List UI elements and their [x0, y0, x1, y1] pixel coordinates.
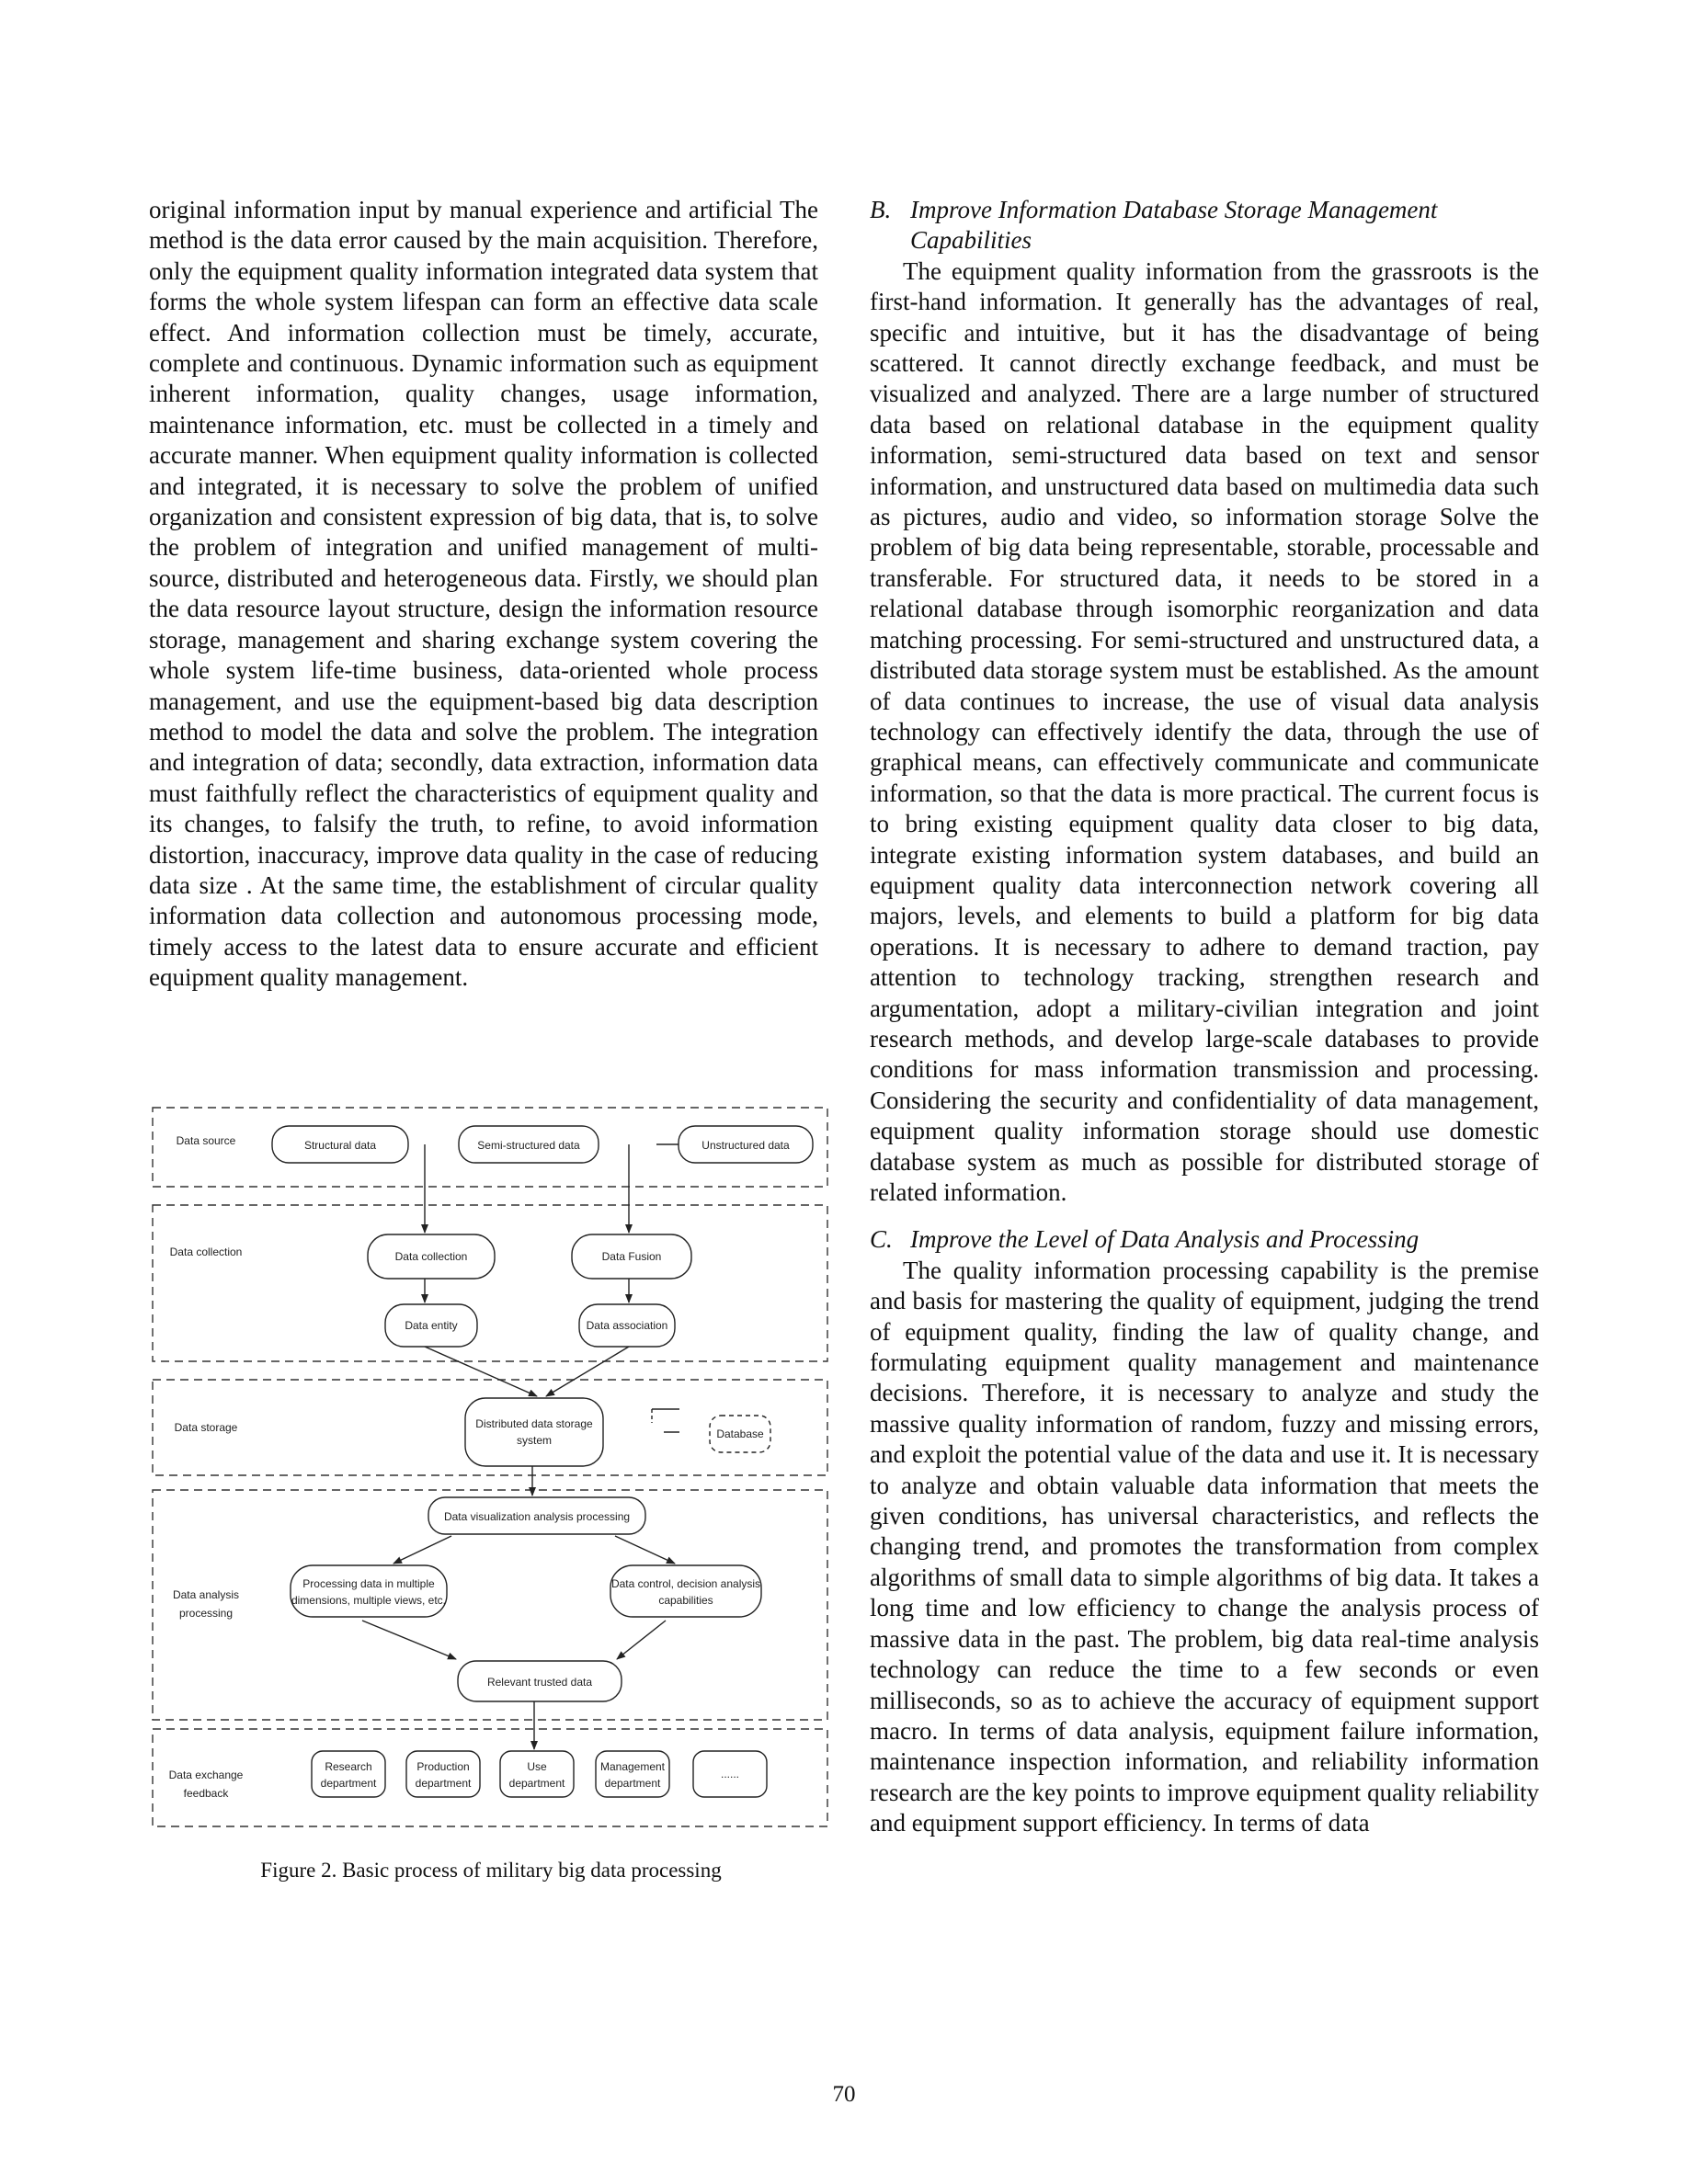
- node-management-department: [596, 1751, 669, 1797]
- right-column: [870, 195, 1539, 1839]
- body-paragraph: original information input by manual experience and artificial The method is the data error caused by the main acquisition. Therefore, only the equipment quality information integrated data system that forms the whole system lifespan can form an effective data scale effect. And information collection must be timely, accurate, complete and continuous. Dynamic information such as equipment inherent information, quality changes, usage information, maintenance information, etc. must be collected in a timely and accurate manner. When equipment quality information is collected and integrated, it is necessary to solve the problem of unified organization and consistent expression of big data, that is, to solve the problem of integration and unified management of multi-source, distributed and heterogeneous data. Firstly, we should plan the data resource layout structure, design the information resource storage, management and sharing exchange system covering the whole system life-time business, data-oriented whole process management, and use the equipment-based big data description method to model the data and solve the problem. The integration and integration of data; secondly, data extraction, information data must faithfully reflect the characteristics of equipment quality and its changes, to falsify the truth, to refine, to avoid information distortion, inaccuracy, improve data quality in the case of reducing data size . At the same time, the establishment of circular quality information data collection and autonomous processing mode, timely access to the latest data to ensure accurate and efficient equipment quality management.: [149, 196, 818, 992]
- layer-label-source: Data source: [176, 1134, 236, 1147]
- node-research-label-2: department: [320, 1777, 377, 1790]
- section-letter-c: C.: [870, 1225, 893, 1254]
- node-data-control-label-2: capabilities: [658, 1594, 713, 1607]
- layer-band-collection: [153, 1205, 827, 1361]
- section-title-c: Improve the Level of Data Analysis and Processing: [910, 1225, 1420, 1254]
- layer-label-collection: Data collection: [169, 1246, 243, 1258]
- node-multi-dimension-label: Processing data in multiple: [302, 1577, 435, 1590]
- node-data-association-label: Data association: [586, 1319, 668, 1332]
- section-title-b: Improve Information Database Storage Management Capabilities: [910, 196, 1438, 255]
- node-distributed-storage-label: Distributed data storage: [475, 1417, 593, 1430]
- layer-label-analysis-2: processing: [178, 1607, 234, 1620]
- node-relevant-trusted-data-label: Relevant trusted data: [486, 1676, 593, 1689]
- left-column: [149, 195, 818, 994]
- node-database-label: Database: [716, 1428, 764, 1440]
- node-research-department: [312, 1751, 385, 1797]
- node-data-collection-label: Data collection: [394, 1250, 468, 1263]
- section-letter-b: B.: [870, 196, 892, 223]
- node-data-visualization-label: Data visualization analysis processing: [443, 1510, 631, 1523]
- page-number: 70: [832, 2082, 856, 2107]
- process-diagram: [151, 1106, 831, 1850]
- node-unstructured-data-label: Unstructured data: [701, 1139, 790, 1152]
- layer-label-storage: Data storage: [174, 1421, 238, 1434]
- section-heading-c: [870, 1224, 1539, 1255]
- node-research-label: Research: [325, 1760, 372, 1773]
- node-management-label: Management: [599, 1760, 666, 1773]
- figure-caption: Figure 2. Basic process of military big data processing: [260, 1859, 722, 1882]
- node-distributed-storage-label-2: system: [516, 1434, 553, 1447]
- section-heading-b: [870, 195, 1539, 256]
- layer-label-analysis: Data analysis: [172, 1588, 240, 1601]
- node-production-label: Production: [416, 1760, 470, 1773]
- node-data-control-label: Data control, decision analysis: [610, 1577, 761, 1590]
- node-structural-data-label: Structural data: [303, 1139, 377, 1152]
- node-production-label-2: department: [415, 1777, 472, 1790]
- section-c-paragraph: The quality information processing capability is the premise and basis for mastering the quality of equipment, judging the trend of equipment quality, finding the law of quality change, and formulating equipment quality management and maintenance decisions. Therefore, it is necessary to analyze and study the massive quality information of random, fuzzy and missing errors, and exploit the potential value of the data and use it. It is necessary to analyze and obtain valuable data information that meets the given conditions, has universal characteristics, and reflects the changing trend, and promotes the transformation from complex algorithms of small data to simple algorithms of big data. It takes a long time and low efficiency to change the analysis process of massive data in the past. The problem, big data real-time analysis technology can reduce the time to a few seconds or even milliseconds, so as to achieve the accuracy of equipment support macro. In terms of data analysis, equipment failure information, maintenance inspection information, and reliability information research are the key points to improve equipment quality reliability and equipment support efficiency. In terms of data: [870, 1256, 1539, 1837]
- figure-2: [151, 1106, 831, 1850]
- node-multi-dimension-processing: [291, 1565, 447, 1617]
- node-multi-dimension-label-2: dimensions, multiple views, etc.: [291, 1594, 447, 1607]
- node-data-control: [610, 1565, 761, 1617]
- layer-label-exchange: Data exchange: [168, 1769, 244, 1781]
- node-distributed-storage: [465, 1398, 603, 1466]
- node-use-label: Use: [527, 1760, 547, 1773]
- node-more-label: ......: [720, 1768, 740, 1780]
- node-use-label-2: department: [508, 1777, 565, 1790]
- node-management-label-2: department: [604, 1777, 661, 1790]
- section-b-paragraph: The equipment quality information from the grassroots is the first-hand information. It generally has the advantages of real, specific and intuitive, but it has the disadvantage of being scattered. It cannot directly exchange feedback, and must be visualized and analyzed. There are a large number of structured data based on relational database in the equipment quality information, semi-structured data based on text and sensor information, and unstructured data based on multimedia data such as pictures, audio and video, so information storage Solve the problem of big data being representable, storable, processable and transferable. For structured data, it needs to be stored in a relational database through isomorphic reorganization and data matching processing. For semi-structured and unstructured data, a distributed data storage system must be established. As the amount of data continues to increase, the use of visual data analysis technology can effectively identify the data, through the use of graphical means, can effectively communicate and communicate information, so that the data is more practical. The current focus is to bring existing equipment quality data closer to big data, integrate existing information system databases, and build an equipment quality data interconnection network covering all majors, levels, and elements to build a platform for big data operations. It is necessary to adhere to demand traction, pay attention to technology tracking, strengthen research and argumentation, adopt a military-civilian integration and joint research methods, and develop large-scale databases to provide conditions for mass information transmission and processing. Considering the security and confidentiality of data management, equipment quality information storage should use domestic database system as much as possible for distributed storage of related information.: [870, 256, 1539, 1206]
- node-data-fusion-label: Data Fusion: [601, 1250, 662, 1263]
- layer-label-exchange-2: feedback: [183, 1787, 229, 1800]
- node-semi-structured-data-label: Semi-structured data: [477, 1139, 580, 1152]
- node-production-department: [406, 1751, 480, 1797]
- node-data-entity-label: Data entity: [405, 1319, 458, 1332]
- node-use-department: [500, 1751, 574, 1797]
